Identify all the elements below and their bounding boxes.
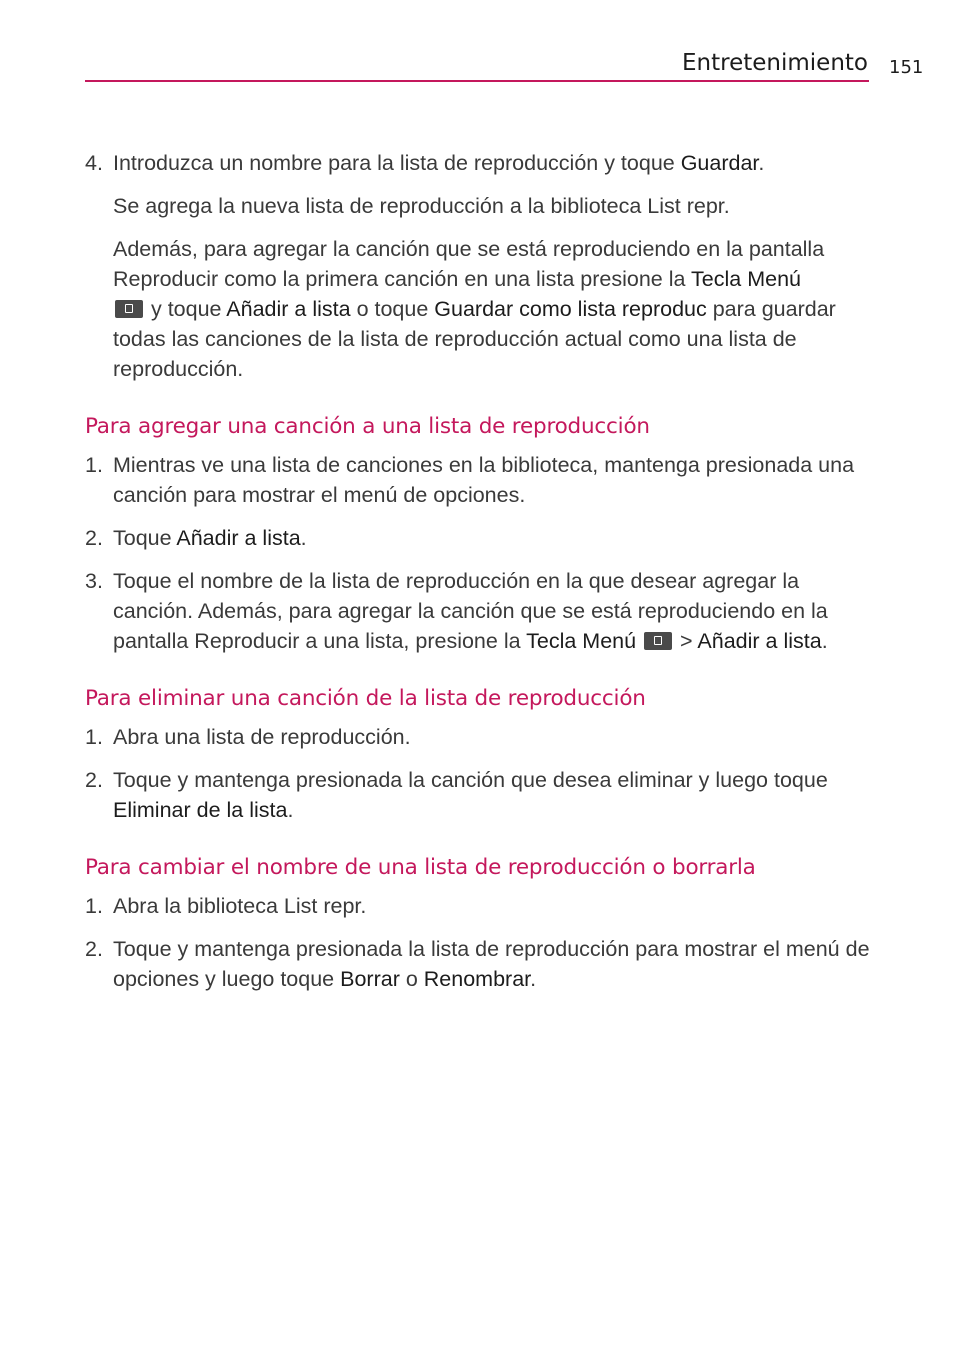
rename-step-2 (85, 934, 875, 994)
remove-from-list-label: Eliminar de la lista (113, 798, 288, 822)
remove-step-1 (85, 722, 875, 752)
step-text: Toque y mantenga presionada la canción que desea eliminar y luego toque Eliminar de la lista. (113, 768, 828, 822)
step-4-note: Se agrega la nueva lista de reproducción a la biblioteca List repr. (113, 194, 730, 218)
add-to-list-label: Añadir a lista (226, 297, 351, 321)
menu-key-label: Tecla Menú (691, 267, 801, 291)
add-step-1 (85, 450, 875, 510)
page-number: 151 (889, 57, 924, 78)
remove-step-2 (85, 765, 875, 825)
step-text: Toque Añadir a lista. (113, 526, 307, 550)
add-to-list-label: Añadir a lista (697, 629, 822, 653)
add-to-list-label: Añadir a lista (176, 526, 301, 550)
step-4-detail: Además, para agregar la canción que se está reproduciendo en la pantalla Reproducir como la primera canción en una lista presione la Tecla Menú y toque Añadir a lista o toque Guardar como lista reproduc para guardar todas las canciones de la lista de reproducción actual como una lista de reproducción. (113, 237, 836, 381)
step-text: Mientras ve una lista de canciones en la biblioteca, mantenga presionada una canción para mostrar el menú de opciones. (113, 453, 855, 507)
step-number: 1. (85, 894, 103, 918)
section-heading-remove: Para eliminar una canción de la lista de reproducción (85, 686, 646, 711)
delete-label: Borrar (340, 967, 400, 991)
step-number: 1. (85, 725, 103, 749)
menu-key-icon (644, 632, 672, 650)
save-as-playlist-label: Guardar como lista reproduc (434, 297, 707, 321)
guardar-label: Guardar (680, 151, 759, 175)
section-heading-rename: Para cambiar el nombre de una lista de reproducción o borrarla (85, 855, 756, 880)
add-step-2 (85, 523, 875, 553)
step-text: Introduzca un nombre para la lista de reproducción y toque Guardar. (113, 151, 765, 175)
step-number: 2. (85, 937, 103, 961)
step-number: 2. (85, 768, 103, 792)
add-step-3 (85, 566, 875, 656)
rename-label: Renombrar (423, 967, 531, 991)
section-heading-add: Para agregar una canción a una lista de reproducción (85, 414, 650, 439)
step-text: Abra una lista de reproducción. (113, 725, 411, 749)
section-title: Entretenimiento (682, 50, 868, 76)
step-number: 3. (85, 569, 103, 593)
menu-key-icon (115, 300, 143, 318)
step-text: Toque y mantenga presionada la lista de reproducción para mostrar el menú de opciones y luego toque Borrar o Renombrar. (113, 937, 870, 991)
page-body (85, 148, 875, 1007)
header-divider (85, 80, 869, 82)
step-text: Toque el nombre de la lista de reproducción en la que desear agregar la canción. Además, para agregar la canción que se está reproduciendo en la pantalla Reproducir a una lista, presione la Tecla Menú > Añadir a lista. (113, 569, 828, 653)
step-number: 1. (85, 453, 103, 477)
step-text: Abra la biblioteca List repr. (113, 894, 367, 918)
step-number: 4. (85, 151, 103, 175)
rename-step-1 (85, 891, 875, 921)
step-4 (85, 148, 875, 178)
menu-key-label: Tecla Menú (526, 629, 637, 653)
step-number: 2. (85, 526, 103, 550)
